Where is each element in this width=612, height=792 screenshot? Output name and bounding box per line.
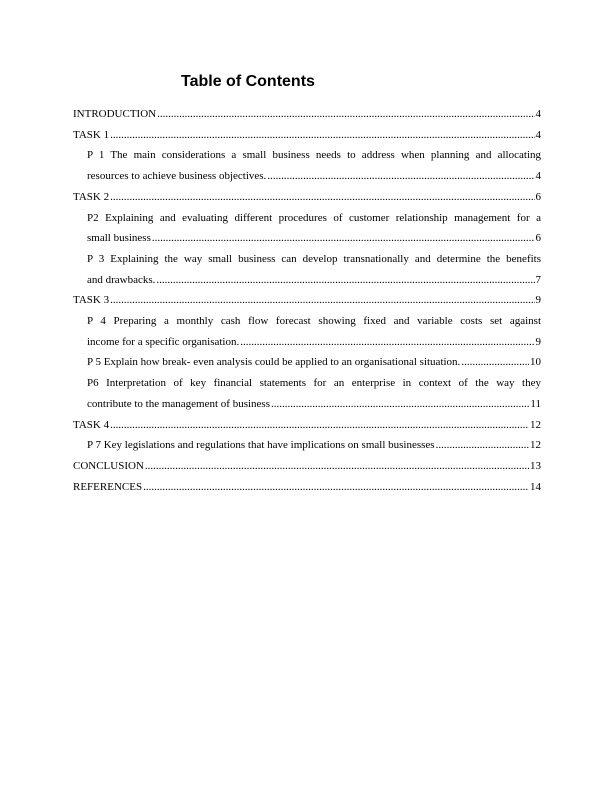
toc-dot-leader bbox=[110, 187, 534, 208]
toc-entry-task-3[interactable] bbox=[73, 290, 541, 311]
toc-dot-leader bbox=[143, 477, 529, 498]
toc-dot-leader bbox=[436, 435, 529, 456]
toc-dot-leader bbox=[157, 104, 534, 125]
toc-list bbox=[73, 104, 541, 497]
toc-entry-conclusion[interactable] bbox=[73, 456, 541, 477]
toc-entry-label-line1: P 1 The main considerations a small business needs to address when planning and allocating bbox=[87, 149, 541, 162]
toc-entry-label: P 7 Key legislations and regulations that have implications on small businesses bbox=[87, 439, 435, 452]
toc-page-number: 6 bbox=[535, 190, 541, 203]
toc-dot-leader bbox=[267, 166, 534, 187]
toc-dot-leader bbox=[240, 332, 534, 353]
toc-entry-task-4[interactable] bbox=[73, 415, 541, 436]
toc-entry-p4[interactable] bbox=[73, 311, 541, 352]
toc-entry-label: contribute to the management of business bbox=[87, 397, 270, 410]
toc-page-number: 4 bbox=[535, 128, 541, 141]
toc-dot-leader bbox=[110, 125, 534, 146]
toc-entry-label: resources to achieve business objectives. bbox=[87, 170, 267, 183]
toc-dot-leader bbox=[110, 290, 534, 311]
toc-page-number: 7 bbox=[535, 273, 541, 286]
toc-page-number: 12 bbox=[530, 439, 541, 452]
toc-page-number: 11 bbox=[530, 397, 541, 410]
toc-entry-label: P 5 Explain how break- even analysis could be applied to an organisational situation. bbox=[87, 356, 461, 369]
toc-dot-leader bbox=[156, 270, 534, 291]
toc-entry-task-1[interactable] bbox=[73, 125, 541, 146]
toc-entry-task-2[interactable] bbox=[73, 187, 541, 208]
toc-page-number: 9 bbox=[535, 335, 541, 348]
toc-page-number: 14 bbox=[530, 480, 541, 493]
toc-title: Table of Contents bbox=[181, 73, 315, 90]
toc-entry-label: and drawbacks. bbox=[87, 273, 156, 286]
toc-entry-p5[interactable] bbox=[73, 352, 541, 373]
toc-page-number: 10 bbox=[530, 356, 541, 369]
toc-dot-leader bbox=[145, 456, 529, 477]
toc-entry-p1[interactable] bbox=[73, 145, 541, 186]
toc-entry-p6[interactable] bbox=[73, 373, 541, 414]
toc-entry-label: TASK 4 bbox=[73, 418, 110, 431]
toc-entry-label: small business bbox=[87, 232, 151, 245]
toc-entry-p3[interactable] bbox=[73, 249, 541, 290]
toc-entry-p2[interactable] bbox=[73, 208, 541, 249]
toc-page-number: 13 bbox=[530, 459, 541, 472]
toc-entry-p7[interactable] bbox=[73, 435, 541, 456]
toc-page-number: 4 bbox=[535, 170, 541, 183]
toc-entry-label: TASK 1 bbox=[73, 128, 110, 141]
toc-page-number: 6 bbox=[535, 232, 541, 245]
toc-entry-label-line1: P 3 Explaining the way small business can develop transnationally and determine the benefits bbox=[87, 252, 541, 265]
toc-page-number: 12 bbox=[530, 418, 541, 431]
toc-entry-label: TASK 2 bbox=[73, 190, 110, 203]
toc-entry-label-line1: P6 Interpretation of key financial statements for an enterprise in context of the way they bbox=[87, 377, 541, 390]
toc-entry-references[interactable] bbox=[73, 477, 541, 498]
toc-entry-label: TASK 3 bbox=[73, 294, 110, 307]
toc-entry-label-line1: P2 Explaining and evaluating different procedures of customer relationship management for a bbox=[87, 211, 541, 224]
toc-entry-label: income for a specific organisation. bbox=[87, 335, 240, 348]
toc-entry-label-line1: P 4 Preparing a monthly cash flow forecast showing fixed and variable costs set against bbox=[87, 315, 541, 328]
toc-dot-leader bbox=[152, 228, 535, 249]
toc-entry-label: CONCLUSION bbox=[73, 459, 144, 472]
toc-dot-leader bbox=[461, 352, 529, 373]
toc-entry-label: REFERENCES bbox=[73, 480, 143, 493]
toc-entry-introduction[interactable] bbox=[73, 104, 541, 125]
toc-dot-leader bbox=[271, 394, 529, 415]
toc-entry-label: INTRODUCTION bbox=[73, 108, 157, 120]
toc-page-number: 9 bbox=[535, 294, 541, 307]
toc-page-number: 4 bbox=[535, 108, 541, 120]
toc-dot-leader bbox=[110, 415, 529, 436]
